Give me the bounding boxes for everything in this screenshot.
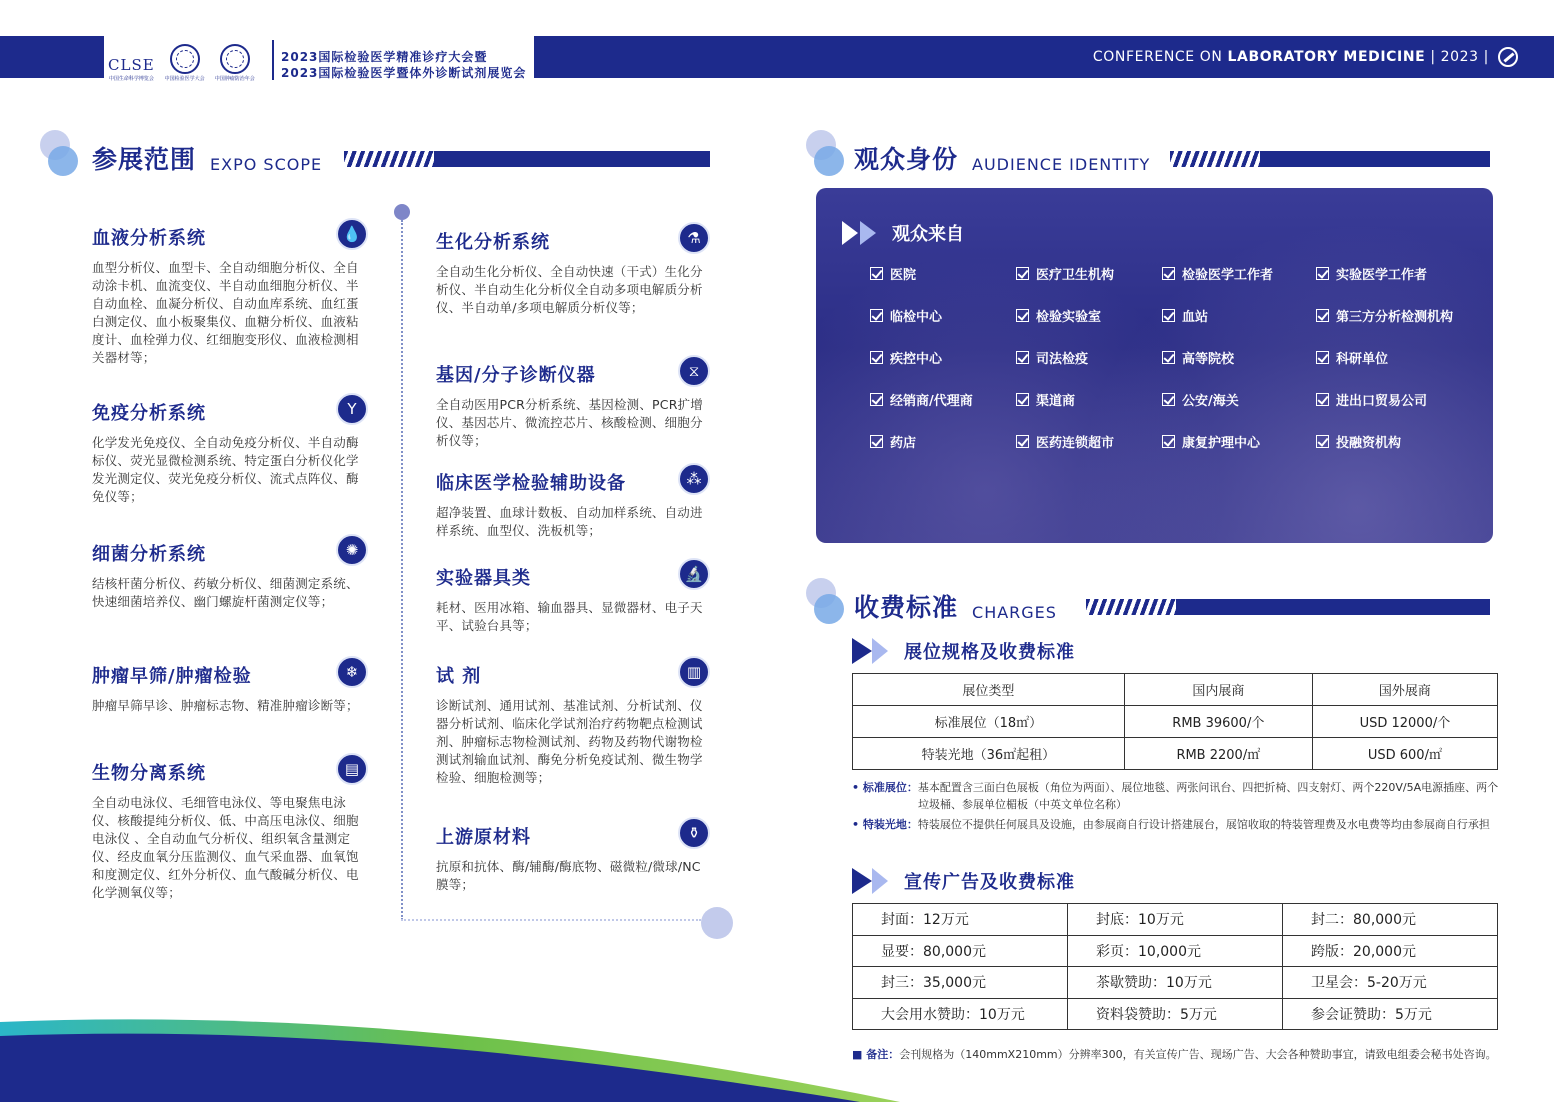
audience-item: 医药连锁超市 — [1016, 432, 1162, 450]
checkbox-icon — [1016, 267, 1029, 280]
table-row: 展位类型 国内展商 国外展商 — [853, 674, 1498, 706]
molecule-icon: ⁂ — [678, 463, 710, 495]
checkbox-icon — [1162, 267, 1175, 280]
audience-item: 科研单位 — [1316, 348, 1480, 366]
charges-title: 收费标准 CHARGES — [854, 593, 1057, 622]
checkbox-icon — [870, 309, 883, 322]
audience-item: 疾控中心 — [870, 348, 1016, 366]
checkbox-icon — [1016, 393, 1029, 406]
checkbox-icon — [870, 435, 883, 448]
checkbox-icon — [1316, 351, 1329, 364]
clse-logo: CLSE 中国生命科学博览会 — [108, 56, 155, 82]
audience-item: 高等院校 — [1162, 348, 1316, 366]
booth-note-standard: • 标准展位：基本配置含三面白色展板（角位为两面）、展位地毯、两张问讯台、四把折椅、四支射灯、两个220V/5A电源插座、两个垃圾桶、参展单位楣板（中英文单位名称） — [852, 781, 1499, 811]
bottom-divider — [401, 919, 701, 921]
audience-item: 检验实验室 — [1016, 306, 1162, 324]
audience-item: 第三方分析检测机构 — [1316, 306, 1480, 324]
antibody-icon: Y — [336, 393, 368, 425]
checkbox-icon — [1162, 435, 1175, 448]
triangle-icon — [852, 868, 872, 894]
audience-item: 康复护理中心 — [1162, 432, 1316, 450]
audience-subtitle: 观众来自 — [842, 220, 964, 246]
checkbox-icon — [1316, 309, 1329, 322]
triangle-icon — [872, 638, 888, 664]
logo-group — [108, 36, 268, 82]
blood-drop-icon: 💧 — [336, 218, 368, 250]
checkbox-icon — [1316, 267, 1329, 280]
checkbox-icon — [1162, 309, 1175, 322]
category-auxiliary: 临床医学检验辅助设备 ⁂ 超净装置、血球计数板、自动加样系统、自动进样系统、血型仪、洗板机等； — [436, 469, 710, 540]
category-biochem: 生化分析系统 ⚗ 全自动生化分析仪、全自动快速（干式）生化分析仪、半自动生化分析仪全自动多项电解质分析仪、半自动单/多项电解质分析仪等； — [436, 228, 710, 317]
table-row: 显要：80,000元 彩页：10,000元 跨版：20,000元 — [853, 935, 1498, 967]
expo-scope-title: 参展范围 EXPO SCOPE — [92, 145, 323, 174]
category-blood: 血液分析系统 💧 血型分析仪、血型卡、全自动细胞分析仪、全自动涂卡机、血流变仪、半自动血细胞分析仪、半自动血栓、血凝分析仪、自动血库系统、血红蛋白测定仪、血小板聚集仪、血糖分析仪、血液粘度计、血栓弹力仪、红细胞变形仪、血液检测相关器材等； — [92, 224, 368, 367]
audience-item: 药店 — [870, 432, 1016, 450]
table-row: 封面：12万元 封底：10万元 封二：80,000元 — [853, 904, 1498, 936]
table-row: 标准展位（18㎡） RMB 39600/个 USD 12000/个 — [853, 706, 1498, 738]
title-bar — [434, 151, 710, 167]
audience-item: 检验医学工作者 — [1162, 264, 1316, 282]
header-bar-right: CONFERENCE ON LABORATORY MEDICINE | 2023 | — [534, 36, 1554, 78]
bottom-wave — [0, 1010, 1554, 1102]
audience-item: 进出口贸易公司 — [1316, 390, 1480, 408]
microscope-icon: 🔬 — [678, 558, 710, 590]
decor-circle — [701, 907, 733, 939]
category-tumor: 肿瘤早筛/肿瘤检验 ❄ 肿瘤早筛早诊、肿瘤标志物、精准肿瘤诊断等； — [92, 662, 368, 715]
conference-title: 2023国际检验医学精准诊疗大会暨 2023国际检验医学暨体外诊断试剂展览会 — [281, 50, 527, 80]
lab-congress-logo: 中国检验医学大会 — [165, 44, 205, 82]
category-molecular: 基因/分子诊断仪器 ⧖ 全自动医用PCR分析系统、基因检测、PCR扩增仪、基因芯片、微流控芯片、核酸检测、细胞分析仪等； — [436, 361, 710, 450]
header-divider — [272, 40, 274, 80]
category-bacteria: 细菌分析系统 ✺ 结核杆菌分析仪、药敏分析仪、细菌测定系统、快速细菌培养仪、幽门螺旋杆菌测定仪等； — [92, 540, 368, 611]
checkbox-icon — [1316, 435, 1329, 448]
audience-item: 医疗卫生机构 — [1016, 264, 1162, 282]
flask-icon: ⚗ — [678, 222, 710, 254]
audience-panel — [816, 188, 1493, 543]
header-bar-left — [0, 36, 104, 78]
title-stripe — [1170, 151, 1260, 167]
virus-icon: ✺ — [336, 534, 368, 566]
arrow-icon — [842, 221, 858, 245]
cell-icon: ❄ — [336, 656, 368, 688]
dna-icon: ⧖ — [678, 355, 710, 387]
divider-dot — [394, 204, 410, 220]
triangle-icon — [872, 868, 888, 894]
audience-list — [870, 264, 1480, 450]
checkbox-icon — [1016, 435, 1029, 448]
audience-item: 投融资机构 — [1316, 432, 1480, 450]
checkbox-icon — [1162, 351, 1175, 364]
title-bar — [1260, 151, 1490, 167]
decor-circle — [814, 146, 844, 176]
checkbox-icon — [1016, 309, 1029, 322]
table-row: 封三：35,000元 茶歇赞助：10万元 卫星会：5-20万元 — [853, 967, 1498, 999]
decor-circle — [48, 146, 78, 176]
booth-note-raw-space: • 特装光地：特装展位不提供任何展具及设施，由参展商自行设计搭建展台，展馆收取的特装管理费及水电费等均由参展商自行承担 — [852, 818, 1490, 831]
arrow-icon — [860, 221, 876, 245]
test-tube-icon — [1498, 47, 1518, 67]
audience-item: 经销商/代理商 — [870, 390, 1016, 408]
category-immune: 免疫分析系统 Y 化学发光免疫仪、全自动免疫分析仪、半自动酶标仪、荧光显微检测系统、特定蛋白分析仪化学发光测定仪、荧光免疫分析仪、流式点阵仪、酶免仪等； — [92, 399, 368, 506]
checkbox-icon — [1316, 393, 1329, 406]
title-stripe — [344, 151, 434, 167]
audience-item: 公安/海关 — [1162, 390, 1316, 408]
audience-item: 临检中心 — [870, 306, 1016, 324]
checkbox-icon — [870, 393, 883, 406]
table-row: 特装光地（36㎡起租） RMB 2200/㎡ USD 600/㎡ — [853, 738, 1498, 770]
checkbox-icon — [1162, 393, 1175, 406]
audience-item: 司法检疫 — [1016, 348, 1162, 366]
title-stripe — [1086, 599, 1176, 615]
analyzer-icon: ▤ — [336, 753, 368, 785]
category-reagents: 试 剂 ▥ 诊断试剂、通用试剂、基准试剂、分析试剂、仪器分析试剂、临床化学试剂治疗药物靶点检测试剂、肿瘤标志物检测试剂、药物及药物代谢物检测试剂输血试剂、酶免分析免疫试剂、微生物学检验、细胞检测等； — [436, 662, 710, 787]
audience-item: 渠道商 — [1016, 390, 1162, 408]
table-row: 大会用水赞助：10万元 资料袋赞助：5万元 参会证赞助：5万元 — [853, 998, 1498, 1030]
booth-heading: 展位规格及收费标准 — [852, 638, 1075, 664]
title-bar — [1176, 599, 1490, 615]
ads-heading: 宣传广告及收费标准 — [852, 868, 1075, 894]
checkbox-icon — [870, 351, 883, 364]
checkbox-icon — [870, 267, 883, 280]
checkbox-icon — [1016, 351, 1029, 364]
tumor-annual-logo: 中国肿瘤防治年会 — [215, 44, 255, 82]
test-tubes-icon: ▥ — [678, 656, 710, 688]
audience-title: 观众身份 AUDIENCE IDENTITY — [854, 145, 1151, 174]
triangle-icon — [852, 638, 872, 664]
category-raw-materials: 上游原材料 ⚱ 抗原和抗体、酶/辅酶/酶底物、磁微粒/微球/NC膜等； — [436, 823, 710, 894]
audience-item: 实验医学工作者 — [1316, 264, 1480, 282]
beaker-icon: ⚱ — [678, 817, 710, 849]
category-lab-tools: 实验器具类 🔬 耗材、医用冰箱、输血器具、显微器材、电子天平、试验台具等； — [436, 564, 710, 635]
audience-item: 血站 — [1162, 306, 1316, 324]
audience-item: 医院 — [870, 264, 1016, 282]
ads-note: ■ 备注：会刊规格为（140mmX210mm）分辨率300，有关宣传广告、现场广告、大会各种赞助事宜，请致电组委会秘书处咨询。 — [852, 1048, 1497, 1061]
column-divider — [401, 220, 403, 920]
category-separation: 生物分离系统 ▤ 全自动电泳仪、毛细管电泳仪、等电聚焦电泳仪、核酸提纯分析仪、低、中高压电泳仪、细胞电泳仪 、全自动血气分析仪、组织氧含量测定仪、经皮血氧分压监测仪、血气采血器、血氧饱和度测定仪、红外分析仪、血气酸碱分析仪、电化学测氧仪等； — [92, 759, 368, 902]
booth-price-table — [852, 673, 1498, 770]
decor-circle — [814, 594, 844, 624]
